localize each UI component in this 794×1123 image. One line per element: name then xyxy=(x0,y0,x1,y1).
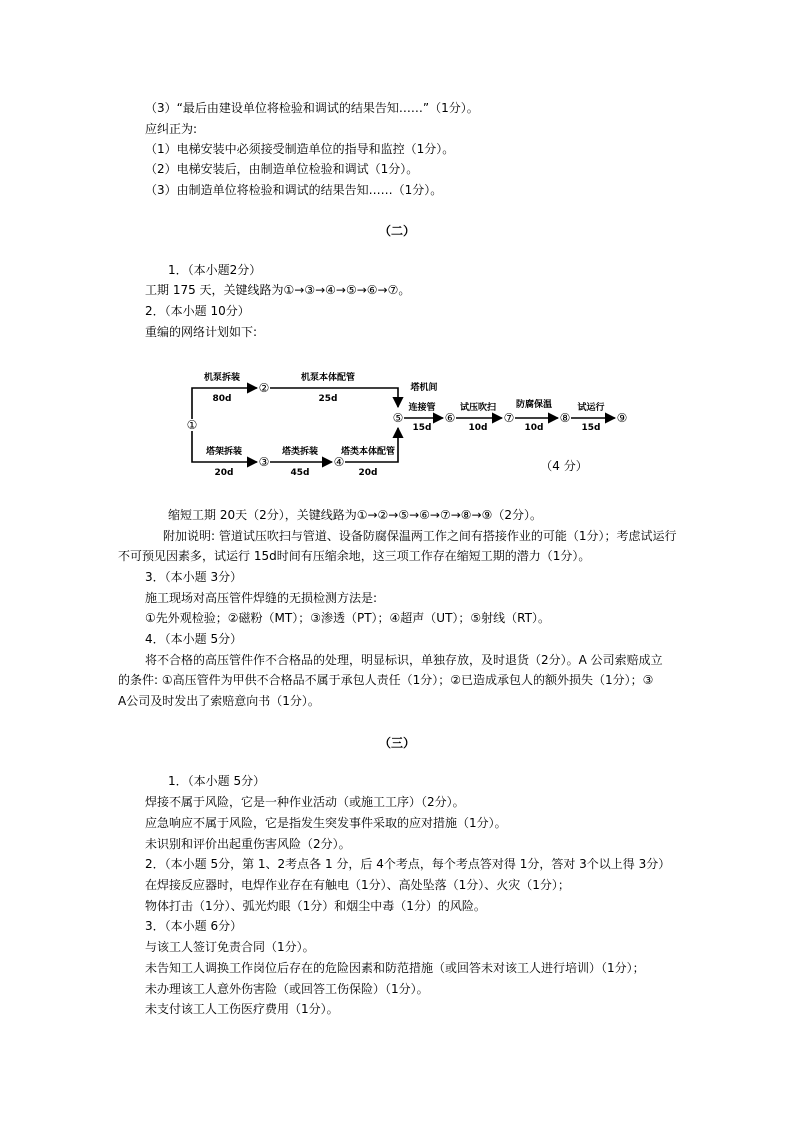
activity-duration: 10d xyxy=(468,423,488,433)
network-plan-diagram xyxy=(180,362,650,487)
network-node: ⑤ xyxy=(392,411,404,425)
text-line: A公司及时发出了索赔意向书（1分）。 xyxy=(118,694,320,708)
text-line: 缩短工期 20天（2分），关键线路为①→②→⑤→⑥→⑦→⑧→⑨（2分）。 xyxy=(168,508,542,522)
activity-name: 塔类拆装 xyxy=(281,447,319,457)
text-line: （3）由制造单位将检验和调试的结果告知……（1分）。 xyxy=(145,183,443,197)
text-line: 不可预见因素多，试运行 15d时间有压缩余地，这三项工作存在缩短工期的潜力（1分）。 xyxy=(118,549,591,563)
section-heading-3: （三） xyxy=(378,736,415,750)
text-line: 的条件: ①高压管件为甲供不合格品不属于承包人责任（1分）；②已造成承包人的额外损失（1分）；③ xyxy=(118,673,654,687)
text-line: 应纠正为: xyxy=(145,122,198,136)
text-line: 与该工人签订免责合同（1分）。 xyxy=(145,940,315,954)
text-line: 工期 175 天，关键线路为①→③→④→⑤→⑥→⑦。 xyxy=(145,283,411,297)
activity-name: 试压吹扫 xyxy=(459,403,497,413)
activity-duration: 20d xyxy=(214,468,234,478)
section-heading-2: （二） xyxy=(378,224,415,238)
activity-name: 塔机间 xyxy=(410,383,438,393)
network-node: ⑨ xyxy=(616,411,628,425)
question-heading: 1．（本小题2分） xyxy=(168,263,262,277)
text-line: 附加说明: 管道试压吹扫与管道、设备防腐保温两工作之间有搭接作业的可能（1分）；考虑试运行 xyxy=(163,529,677,543)
text-line: 未识别和评价出起重伤害风险（2分）。 xyxy=(145,837,351,851)
question-heading: 2．（本小题 5分，第 1、2考点各 1 分，后 4个考点，每个考点答对得 1分，答对 3个以上得 3分） xyxy=(145,857,671,871)
activity-duration: 15d xyxy=(412,423,432,433)
network-node: ③ xyxy=(258,455,270,469)
text-line: （1）电梯安装中必须接受制造单位的指导和监控（1分）。 xyxy=(145,142,455,156)
question-heading: 3．（本小题 3分） xyxy=(145,570,243,584)
question-heading: 3．（本小题 6分） xyxy=(145,919,243,933)
question-heading: 1．（本小题 5分） xyxy=(168,774,266,788)
text-line: 未告知工人调换工作岗位后存在的危险因素和防范措施（或回答未对该工人进行培训）（1分）； xyxy=(145,961,645,975)
activity-name: 机泵本体配管 xyxy=(300,373,356,383)
activity-duration: 80d xyxy=(212,394,232,404)
activity-name: 塔类本体配管 xyxy=(340,447,396,457)
text-line: 施工现场对高压管件焊缝的无损检测方法是: xyxy=(145,591,378,605)
activity-duration: 15d xyxy=(581,423,601,433)
network-node: ⑧ xyxy=(559,411,571,425)
text-line: 物体打击（1分）、弧光灼眼（1分）和烟尘中毒（1分）的风险。 xyxy=(145,899,486,913)
network-node: ④ xyxy=(333,455,345,469)
activity-duration: 10d xyxy=(524,423,544,433)
text-line: （2）电梯安装后，由制造单位检验和调试（1分）。 xyxy=(145,162,419,176)
network-node: ② xyxy=(258,381,270,395)
activity-duration: 45d xyxy=(290,468,310,478)
diagram-score: （4 分） xyxy=(540,459,588,473)
network-node: ① xyxy=(186,418,198,432)
text-line: ①先外观检验；②磁粉（MT）；③渗透（PT）；④超声（UT）；⑤射线（RT）。 xyxy=(145,611,550,625)
question-heading: 2．（本小题 10分） xyxy=(145,304,250,318)
text-line: 焊接不属于风险，它是一种作业活动（或施工工序）（2分）。 xyxy=(145,795,465,809)
activity-duration: 20d xyxy=(358,468,378,478)
text-line: 重编的网络计划如下: xyxy=(145,325,258,339)
activity-name: 连接管 xyxy=(408,403,436,413)
activity-name: 防腐保温 xyxy=(515,400,553,410)
activity-duration: 25d xyxy=(318,394,338,404)
text-line: 应急响应不属于风险，它是指发生突发事件采取的应对措施（1分）。 xyxy=(145,816,507,830)
text-line: （3）“最后由建设单位将检验和调试的结果告知……”（1分）。 xyxy=(145,101,479,115)
text-line: 将不合格的高压管件作不合格品的处理，明显标识，单独存放，及时退货（2分）。A 公司索赔成立 xyxy=(145,653,663,667)
text-line: 在焊接反应器时，电焊作业存在有触电（1分）、高处坠落（1分）、火灾（1分）； xyxy=(145,878,570,892)
activity-name: 机泵拆装 xyxy=(203,373,241,383)
network-node: ⑥ xyxy=(444,411,456,425)
text-line: 未支付该工人工伤医疗费用（1分）。 xyxy=(145,1002,339,1016)
text-line: 未办理该工人意外伤害险（或回答工伤保险）（1分）。 xyxy=(145,982,429,996)
activity-name: 试运行 xyxy=(577,403,605,413)
activity-name: 塔架拆装 xyxy=(205,447,243,457)
question-heading: 4．（本小题 5分） xyxy=(145,632,243,646)
network-node: ⑦ xyxy=(503,411,515,425)
